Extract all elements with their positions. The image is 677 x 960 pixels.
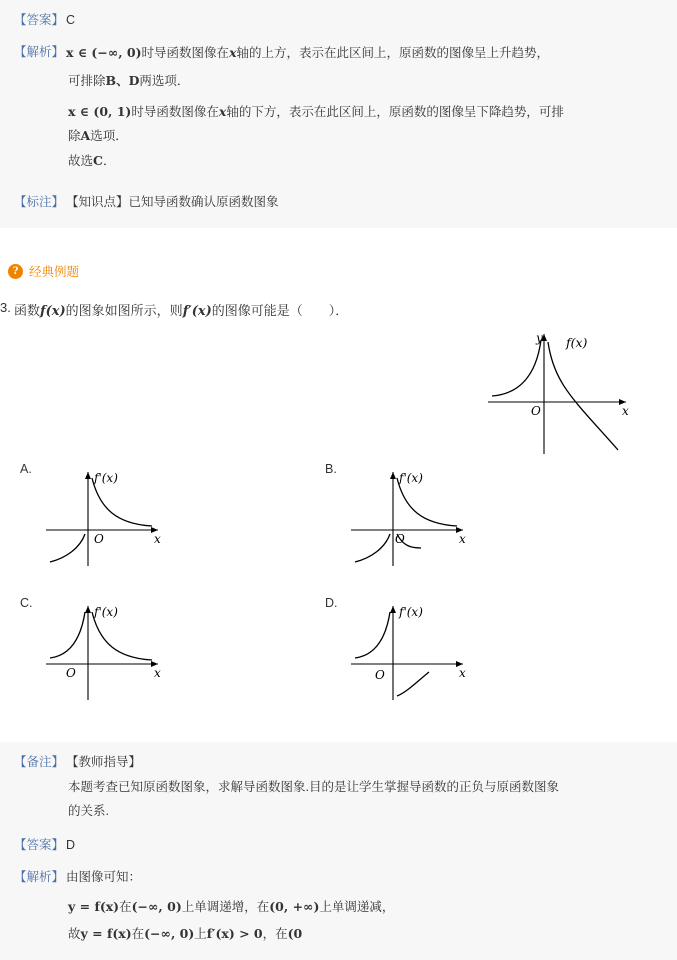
question-fpx: f′(x): [182, 304, 212, 319]
figure-main-curve-label: f(x): [566, 335, 588, 350]
question-fx: f(x): [40, 304, 66, 319]
analysis-options-bd: B、D: [105, 72, 140, 88]
remark-text-1: 本题考查已知原函数图象，求解导函数图象.目的是让学生掌握导函数的正负与原函数图象: [68, 779, 559, 794]
analysis2-text-2f: 上单调递减，: [319, 900, 395, 915]
figure-d-y-label: f'(x): [399, 605, 423, 619]
answer-text: C: [66, 13, 76, 27]
answer2-text: D: [66, 838, 76, 853]
question-text-a: 函数: [14, 303, 41, 318]
analysis-option-a: A: [80, 128, 91, 144]
analysis2-text-2d: 上单调递增，在: [181, 900, 270, 915]
analysis-line-4: [14, 124, 663, 149]
analysis2-tag: 【解析】: [14, 870, 65, 885]
analysis-row: [14, 42, 663, 65]
option-label-c: C.: [20, 596, 33, 610]
analysis-text-4c: 选项．: [90, 129, 128, 144]
analysis2-text-3c: 在: [131, 926, 145, 941]
figure-d-origin-label: O: [375, 668, 385, 682]
analysis-text-2a: 可排除: [68, 73, 106, 88]
question-mark-icon: ?: [8, 264, 23, 279]
analysis2-text-2b: 在: [119, 900, 132, 915]
remark-line-1: [14, 776, 663, 800]
analysis2-line-1: 由图像可知：: [66, 870, 142, 885]
remark-row: [14, 752, 663, 774]
figure-main: [478, 322, 638, 462]
analysis-var-x-3: x: [218, 103, 227, 119]
figure-option-a: [40, 462, 170, 572]
figure-c-x-label: x: [154, 666, 161, 680]
section-title: 经典例题: [29, 265, 80, 279]
analysis-tag: 【解析】: [14, 44, 65, 59]
analysis-text-5a: 故选: [68, 154, 94, 168]
figure-b-origin-label: O: [395, 532, 405, 546]
analysis-line-1: [66, 42, 663, 65]
remark-title: 【教师指导】: [66, 755, 142, 769]
solution-block-bottom: [0, 742, 677, 960]
analysis2-expr-y-fx-2: y = f(x): [80, 925, 132, 941]
figure-a-x-label: x: [154, 532, 161, 546]
option-label-b: B.: [325, 462, 337, 476]
remark-line-2: [14, 800, 663, 824]
question-text-c: 的图像可能是（ ）．: [211, 303, 349, 318]
analysis-text-2c: 两选项．: [139, 73, 190, 88]
analysis2-text-3a: 故: [68, 926, 81, 941]
analysis-line-2: [14, 69, 663, 94]
figure-main-y-label: y: [536, 331, 543, 345]
figure-b-y-label: f'(x): [399, 471, 423, 485]
figure-b-x-label: x: [459, 532, 466, 546]
answer2-tag: 【答案】: [14, 838, 65, 853]
analysis-text-1b: 轴的上方，表示在此区间上，原函数的图像呈上升趋势，: [236, 45, 550, 60]
knowledge-row: [14, 192, 663, 214]
section-header: [8, 262, 79, 280]
knowledge-tag: 【标注】: [14, 194, 65, 209]
knowledge-text: 【知识点】已知导函数确认原函数图象: [66, 194, 279, 209]
answer-row: [14, 10, 663, 32]
analysis2-interval-3: (−∞, 0): [144, 925, 195, 941]
question-number: 3.: [0, 300, 11, 315]
analysis-text-3d: 轴的下方，表示在此区间上，原函数的图像呈下降趋势，可排: [226, 104, 564, 119]
figure-a-origin-label: O: [94, 532, 104, 546]
question-body: [14, 300, 348, 319]
analysis-line-5: [14, 149, 663, 174]
figure-option-d: [345, 596, 475, 706]
option-label-d: D.: [325, 596, 338, 610]
analysis-answer-c: C: [93, 153, 103, 168]
answer2-row: [14, 835, 663, 857]
figure-d-x-label: x: [459, 666, 466, 680]
remark-text-2: 的关系.: [68, 803, 109, 818]
analysis2-interval-2: (0, +∞): [269, 899, 320, 915]
analysis-var-x-1: x: [229, 44, 237, 60]
remark-tag: 【备注】: [14, 755, 65, 769]
analysis-text-5c: ．: [102, 154, 116, 168]
analysis-text-4a: 除: [68, 129, 81, 144]
analysis2-interval-1: (−∞, 0): [131, 899, 182, 915]
analysis2-line-2: [14, 895, 663, 920]
answer-tag: 【答案】: [14, 13, 65, 27]
question-text-b: 的图象如图所示，则: [65, 303, 183, 318]
figure-c-origin-label: O: [66, 666, 76, 680]
analysis2-row: [14, 867, 663, 889]
figure-option-b: [345, 462, 475, 572]
analysis2-text-3e: 上: [194, 926, 207, 941]
analysis-text-3b: 时导函数图像在: [131, 104, 219, 119]
analysis-line-3: [14, 100, 663, 125]
solution-block-top: [0, 0, 677, 228]
figure-a-y-label: f'(x): [94, 471, 118, 485]
analysis-expr-1: x ∈ (−∞, 0): [66, 44, 142, 60]
figure-option-c: [40, 596, 170, 706]
analysis2-interval-4: (0: [287, 925, 303, 941]
analysis-expr-3: x ∈ (0, 1): [68, 103, 132, 119]
analysis2-text-3g: ，在: [262, 926, 288, 941]
analysis2-expr-y-fx: y = f(x): [68, 899, 120, 915]
figure-c-y-label: f'(x): [94, 605, 118, 619]
analysis2-derivative-ineq: f′(x) > 0: [206, 925, 263, 941]
figure-main-origin-label: O: [531, 404, 541, 418]
option-label-a: A.: [20, 462, 32, 476]
analysis2-line-3: [14, 922, 663, 947]
analysis-text-1: 时导函数图像在: [141, 45, 230, 60]
figure-main-x-label: x: [622, 404, 629, 418]
